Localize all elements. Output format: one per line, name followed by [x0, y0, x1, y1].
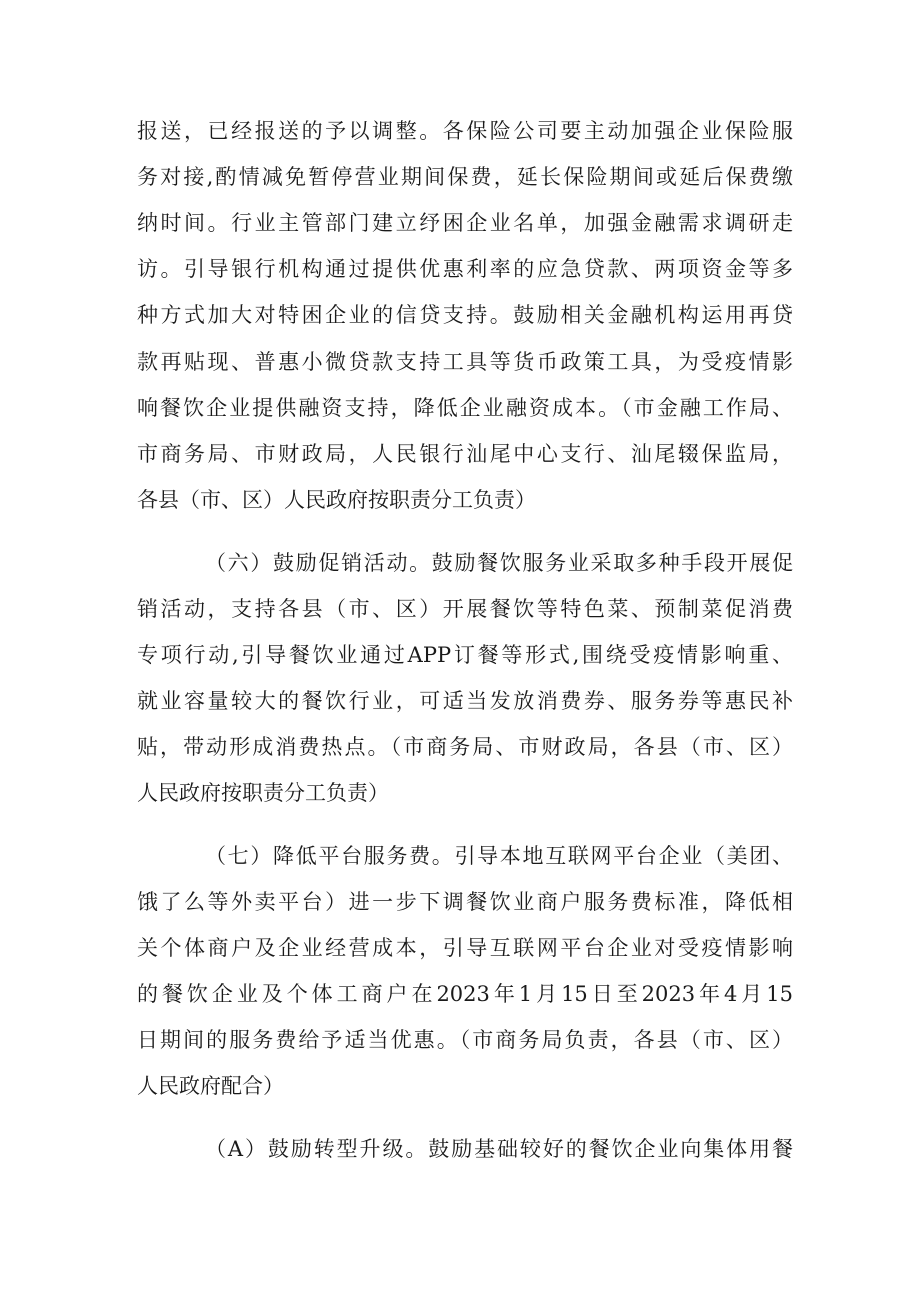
paragraph-first-line: （七）降低平台服务费。引导本地互联网平台企业（美团、	[205, 844, 793, 868]
text-line: 访。引导银行机构通过提供优惠利率的应急贷款、两项资金等多	[137, 257, 793, 281]
text-line: 销活动，支持各县（市、区）开展餐饮等特色菜、预制菜促消费	[137, 597, 793, 621]
paragraph-first-line: （A）鼓励转型升级。鼓励基础较好的餐饮企业向集体用餐	[205, 1137, 793, 1161]
text-line: 贴，带动形成消费热点。（市商务局、市财政局，各县（市、区）	[137, 735, 793, 759]
text-line: 日期间的服务费给予适当优惠。（市商务局负责，各县（市、区）	[137, 1028, 793, 1052]
text-line: 人民政府配合）	[137, 1074, 284, 1098]
text-line: 务对接,酌情减免暂停营业期间保费，延长保险期间或延后保费缴	[137, 165, 793, 189]
paragraph-first-line: （六）鼓励促销活动。鼓励餐饮服务业采取多种手段开展促	[205, 551, 793, 575]
text-line: 报送，已经报送的予以调整。各保险公司要主动加强企业保险服	[137, 119, 793, 143]
text-line: 市商务局、市财政局，人民银行汕尾中心支行、汕尾辍保监局，	[137, 442, 793, 466]
text-line: 人民政府按职责分工负责）	[137, 781, 389, 805]
text-line: 就业容量较大的餐饮行业，可适当发放消费券、服务券等惠民补	[137, 689, 793, 713]
text-line: 响餐饮企业提供融资支持，降低企业融资成本。（市金融工作局、	[137, 396, 793, 420]
text-line: 纳时间。行业主管部门建立纾困企业名单，加强金融需求调研走	[137, 211, 793, 235]
text-line: 各县（市、区）人民政府按职责分工负责）	[137, 488, 536, 512]
text-line: 的餐饮企业及个体工商户在2023年1月15日至2023年4月15	[137, 982, 793, 1006]
text-line: 种方式加大对特困企业的信贷支持。鼓励相关金融机构运用再贷	[137, 303, 793, 327]
text-line: 饿了么等外卖平台）进一步下调餐饮业商户服务费标准，降低相	[137, 890, 793, 914]
text-line: 款再贴现、普惠小微贷款支持工具等货币政策工具，为受疫情影	[137, 350, 793, 374]
text-line: 专项行动,引导餐饮业通过APP订餐等形式,围绕受疫情影响重、	[137, 643, 793, 667]
text-line: 关个体商户及企业经营成本，引导互联网平台企业对受疫情影响	[137, 936, 793, 960]
